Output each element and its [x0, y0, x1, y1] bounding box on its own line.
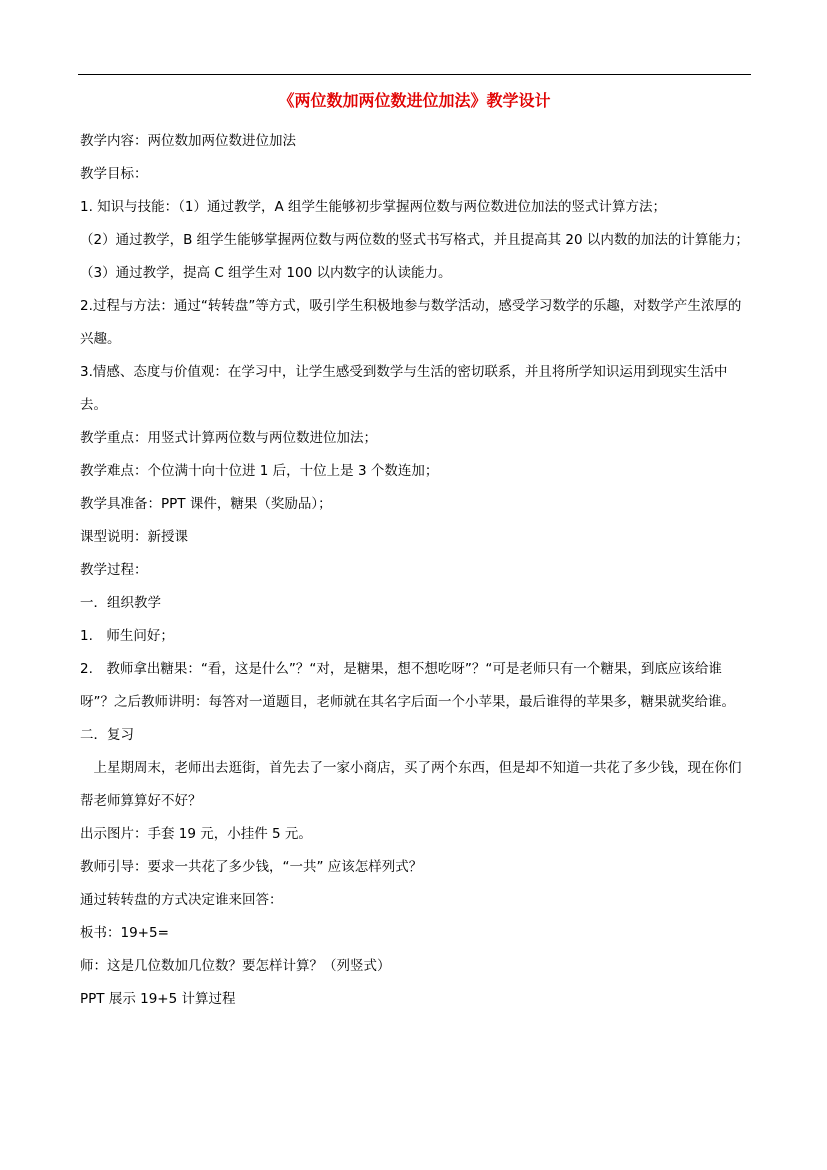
paragraph-key-point: 教学重点：用竖式计算两位数与两位数进位加法；: [80, 430, 377, 446]
document-body: [80, 125, 752, 1016]
paragraph-goal-3: （3）通过教学，提高 C 组学生对 100 以内数字的认读能力。: [80, 265, 452, 281]
paragraph-goal-1: 1. 知识与技能：（1）通过教学，A 组学生能够初步掌握两位数与两位数进位加法的竖式计算方法；: [80, 199, 667, 215]
paragraph-wheel: 通过转转盘的方式决定谁来回答：: [80, 892, 283, 908]
paragraph-candy: 2. 教师拿出糖果：“看，这是什么”？“对，是糖果，想不想吃呀”？“可是老师只有一个糖果，到底应该给谁呀”？之后教师讲明：每答对一道题目，老师就在其名字后面一个小苹果，最后谁得的苹果多，糖果就奖给谁。: [80, 661, 735, 710]
paragraph-emotion-values: 3.情感、态度与价值观：在学习中，让学生感受到数学与生活的密切联系，并且将所学知识运用到现实生活中去。: [80, 364, 728, 413]
paragraph-question: 师：这是几位数加几位数？要怎样计算？（列竖式）: [80, 958, 391, 974]
section-heading-review: 二．复习: [80, 727, 134, 743]
paragraph-materials: 教学具准备：PPT 课件，糖果（奖励品）；: [80, 496, 332, 512]
paragraph-show-picture: 出示图片：手套 19 元，小挂件 5 元。: [80, 826, 312, 842]
paragraph-story: 上星期周末，老师出去逛街，首先去了一家小商店，买了两个东西，但是却不知道一共花了多少钱，现在你们帮老师算算好不好？: [80, 760, 742, 809]
paragraph-board: 板书：19+5=: [80, 925, 169, 941]
section-heading-organize: 一．组织教学: [80, 595, 161, 611]
paragraph-teaching-content: 教学内容：两位数加两位数进位加法: [80, 133, 296, 149]
paragraph-goal-2: （2）通过教学，B 组学生能够掌握两位数与两位数的竖式书写格式，并且提高其 20 以内数的加法的计算能力；: [80, 232, 749, 248]
paragraph-ppt: PPT 展示 19+5 计算过程: [80, 991, 236, 1007]
document-title: 《两位数加两位数进位加法》教学设计: [278, 91, 551, 110]
header-rule: [78, 74, 751, 75]
paragraph-difficulty: 教学难点：个位满十向十位进 1 后，十位上是 3 个数连加；: [80, 463, 439, 479]
paragraph-teaching-process: 教学过程：: [80, 562, 148, 578]
paragraph-lesson-type: 课型说明：新授课: [80, 529, 188, 545]
paragraph-teacher-guide: 教师引导：要求一共花了多少钱，“一共” 应该怎样列式？: [80, 859, 423, 875]
paragraph-process-method: 2.过程与方法：通过“转转盘”等方式，吸引学生积极地参与数学活动，感受学习数学的乐趣，对数学产生浓厚的兴趣。: [80, 298, 742, 347]
paragraph-greeting: 1. 师生问好；: [80, 628, 174, 644]
paragraph-teaching-goals: 教学目标：: [80, 166, 148, 182]
